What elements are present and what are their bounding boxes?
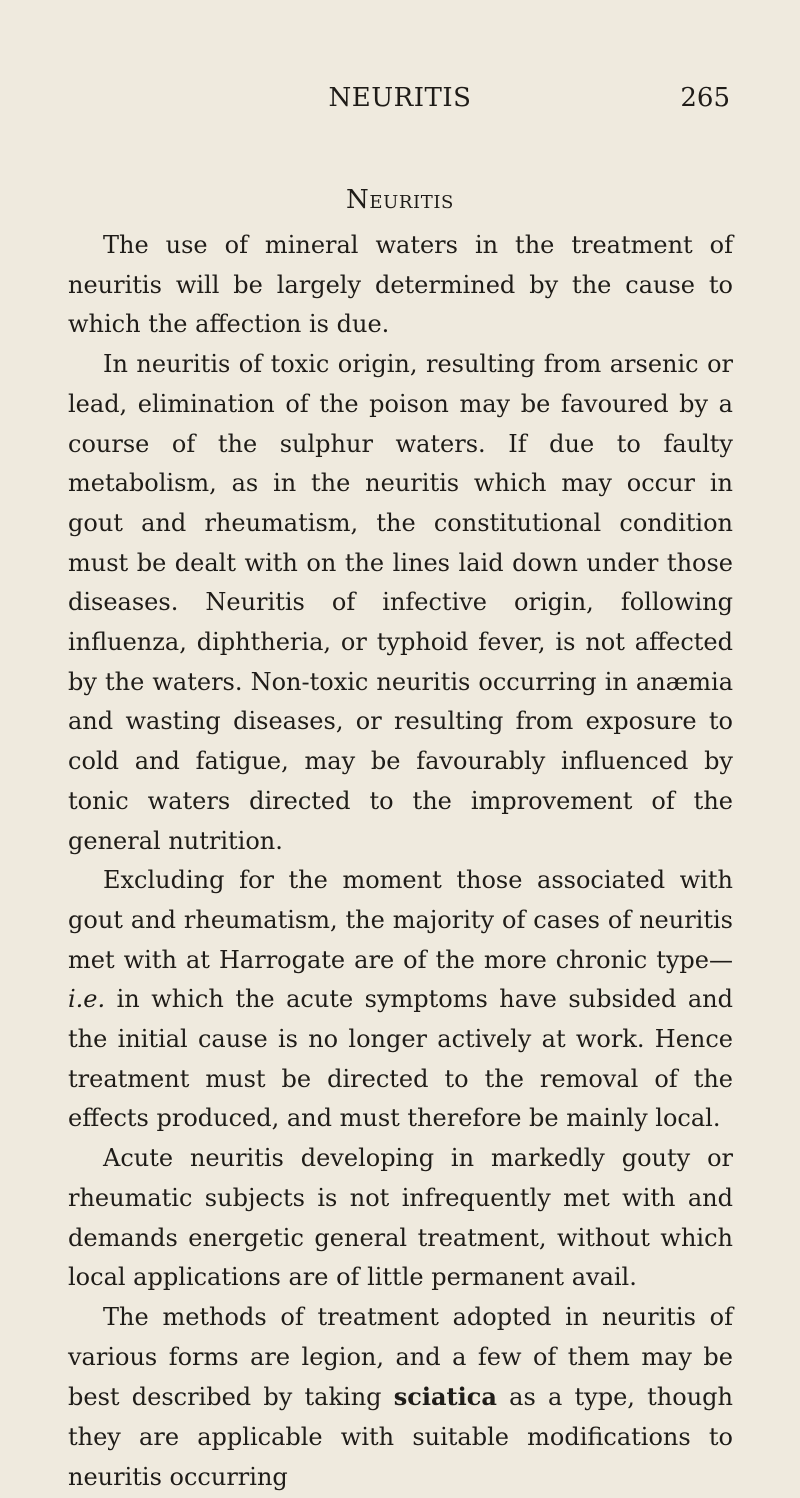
paragraph-5-part-1: The methods of treatment adopted in neuritis of various forms are legion, and a few of them may be best described by taking [68, 1302, 733, 1412]
page-number: 265 [680, 83, 730, 113]
paragraph-3-italic-ie: i.e. [68, 985, 106, 1014]
body-text [68, 226, 733, 1498]
section-heading: Neuritis [346, 185, 454, 215]
running-title: NEURITIS [328, 83, 472, 113]
paragraph-5-bold-sciatica: sciatica [393, 1382, 497, 1412]
paragraph-3-part-2: in which the acute symptoms have subsided and the initial cause is no longer actively at work. Hence treatment must be directed to the removal of the effects produced, and must therefore be mainly local. [68, 985, 733, 1133]
paragraph-3-part-1: Excluding for the moment those associated with gout and rheumatism, the majority of cases of neuritis met with at Harrogate are of the more chronic type— [68, 866, 733, 974]
paragraph-5 [68, 1298, 733, 1498]
running-head [0, 78, 800, 118]
paragraph-1: The use of mineral waters in the treatment of neuritis will be largely determined by the cause to which the affection is due. [68, 231, 733, 339]
paragraph-2: In neuritis of toxic origin, resulting from arsenic or lead, elimination of the poison may be favoured by a course of the sulphur waters. If due to faulty metabolism, as in the neuritis which may occur in gout and rheumatism, the constitutional condition must be dealt with on the lines laid down under those diseases. Neuritis of infective origin, following influenza, diphtheria, or typhoid fever, is not affected by the waters. Non-toxic neuritis occurring in anæmia and wasting diseases, or resulting from exposure to cold and fatigue, may be favourably influenced by tonic waters directed to the improvement of the general nutrition. [68, 350, 733, 855]
paragraph-5-part-2: as a type, though they are applicable with suitable modifications to neuritis occurring [68, 1383, 733, 1491]
paragraph-4: Acute neuritis developing in markedly gouty or rheumatic subjects is not infrequently met with and demands energetic general treatment, without which local applications are of little permanent avail. [68, 1144, 733, 1292]
paragraph-3 [68, 861, 733, 1139]
